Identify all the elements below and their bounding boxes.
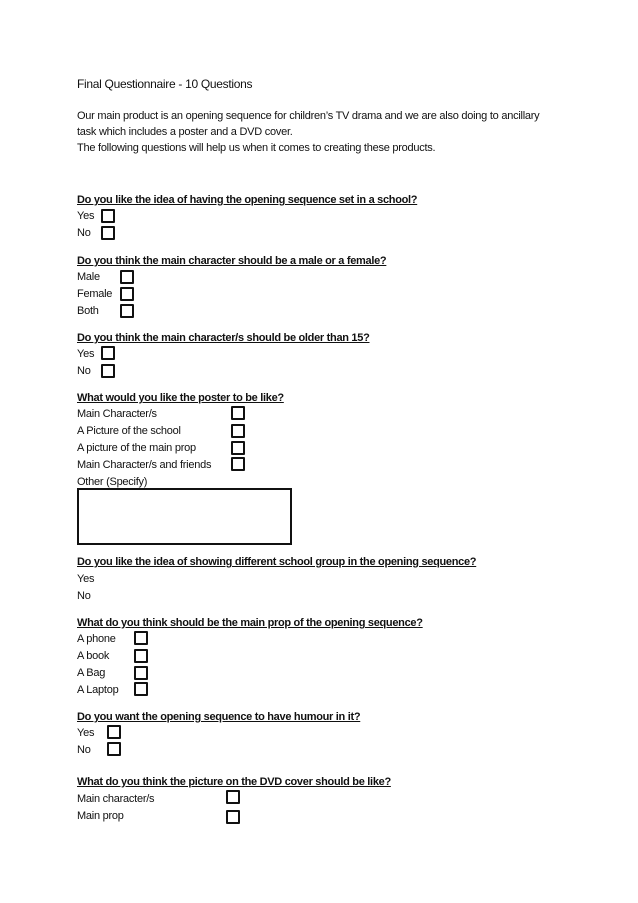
q6-checkbox-book[interactable] (134, 649, 148, 663)
question-4: What would you like the poster to be like? (77, 392, 284, 404)
q5-option-no: No (77, 590, 91, 602)
q3-option-no: No (77, 365, 91, 377)
q4-option-friends: Main Character/s and friends (77, 459, 212, 471)
q8-option-main-character: Main character/s (77, 793, 155, 805)
intro-line: The following questions will help us when it comes to creating these products. (77, 142, 436, 154)
q2-option-female: Female (77, 288, 113, 300)
q8-checkbox-main-character[interactable] (226, 790, 240, 804)
q7-checkbox-no[interactable] (107, 742, 121, 756)
q1-option-yes: Yes (77, 210, 95, 222)
q4-checkbox-school[interactable] (231, 424, 245, 438)
question-6: What do you think should be the main prop of the opening sequence? (77, 617, 423, 629)
q8-option-main-prop: Main prop (77, 810, 124, 822)
intro-paragraph (77, 108, 577, 156)
q3-checkbox-no[interactable] (101, 364, 115, 378)
q7-option-no: No (77, 744, 91, 756)
question-5: Do you like the idea of showing different school group in the opening sequence? (77, 556, 477, 568)
q3-option-yes: Yes (77, 348, 95, 360)
q2-checkbox-both[interactable] (120, 304, 134, 318)
intro-line: task which includes a poster and a DVD cover. (77, 126, 293, 138)
q6-checkbox-bag[interactable] (134, 666, 148, 680)
q5-option-yes: Yes (77, 573, 95, 585)
q2-option-male: Male (77, 271, 100, 283)
q7-checkbox-yes[interactable] (107, 725, 121, 739)
q6-checkbox-laptop[interactable] (134, 682, 148, 696)
q1-checkbox-yes[interactable] (101, 209, 115, 223)
q4-checkbox-main-prop[interactable] (231, 441, 245, 455)
intro-line: Our main product is an opening sequence for children’s TV drama and we are also doing to ancillary (77, 110, 540, 122)
q4-option-main-prop: A picture of the main prop (77, 442, 196, 454)
q6-option-laptop: A Laptop (77, 684, 119, 696)
q6-option-book: A book (77, 650, 110, 662)
question-1: Do you like the idea of having the opening sequence set in a school? (77, 194, 418, 206)
q6-option-phone: A phone (77, 633, 116, 645)
question-2: Do you think the main character should be a male or a female? (77, 255, 387, 267)
q3-checkbox-yes[interactable] (101, 346, 115, 360)
q7-option-yes: Yes (77, 727, 95, 739)
q2-checkbox-female[interactable] (120, 287, 134, 301)
q4-option-main-character: Main Character/s (77, 408, 157, 420)
q8-checkbox-main-prop[interactable] (226, 810, 240, 824)
q4-checkbox-main-character[interactable] (231, 406, 245, 420)
q4-option-school: A Picture of the school (77, 425, 181, 437)
document-title: Final Questionnaire - 10 Questions (77, 77, 253, 91)
q1-checkbox-no[interactable] (101, 226, 115, 240)
q2-option-both: Both (77, 305, 99, 317)
q4-checkbox-friends[interactable] (231, 457, 245, 471)
question-7: Do you want the opening sequence to have humour in it? (77, 711, 361, 723)
q4-other-specify-box[interactable] (77, 488, 292, 545)
q6-option-bag: A Bag (77, 667, 106, 679)
q2-checkbox-male[interactable] (120, 270, 134, 284)
q1-option-no: No (77, 227, 91, 239)
question-8: What do you think the picture on the DVD cover should be like? (77, 776, 391, 788)
q6-checkbox-phone[interactable] (134, 631, 148, 645)
question-3: Do you think the main character/s should be older than 15? (77, 332, 370, 344)
q4-option-other: Other (Specify) (77, 476, 148, 488)
